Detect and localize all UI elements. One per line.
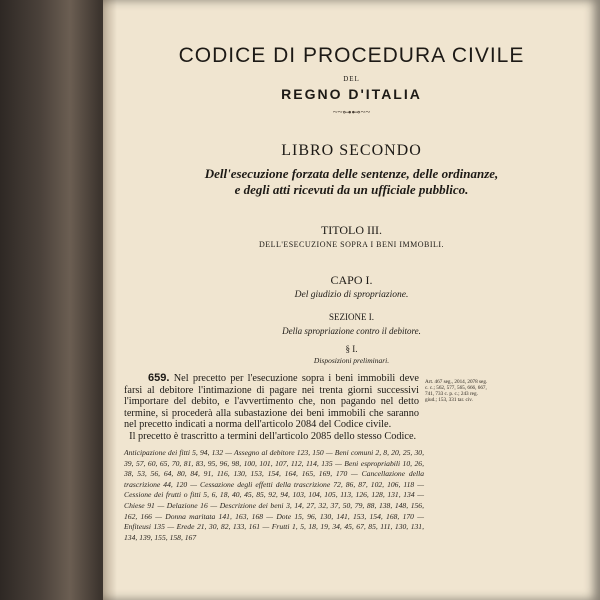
titolo-subtitle: DELL'ESECUZIONE SOPRA I BENI IMMOBILI. bbox=[258, 240, 445, 249]
sezione-heading: SEZIONE I. bbox=[329, 312, 374, 322]
capo-subtitle: Del giudizio di spropriazione. bbox=[294, 290, 409, 300]
article-paragraph bbox=[124, 373, 419, 431]
subject-index: Anticipazione dei fitti 5, 94, 132 — Assegno al debitore 123, 150 — Beni comuni 2, 8, 20, 25, 30, 39, 57, 60, 65, 70, 81, 83, 95, 96, 98, 100, 101, 107, 112, 114, 135 — Beni espropriabili 10, 26, 38, 53, 56, 64, 80, 84, 91, 116, 130, 153, 154, 164, 165, 169, 170 — Cancellazione della trascrizione 44, 120 — Cessazione degli effetti della trascrizione 72, 86, 87, 102, 106, 118 — Cessione dei frutti o fitti 5, 6, 18, 40, 45, 85, 92, 94, 103, 104, 105, 113, 126, 128, 131, 134 — Chiese 91 — Delazione 16 — Descrizione dei beni 3, 14, 27, 32, 37, 50, 79, 88, 138, 148, 156, 162, 166 — Donna maritata 141, 163, 168 — Dote 15, 96, 130, 141, 153, 154, 168, 170 — Enfiteusi 135 — Erede 21, 30, 82, 133, 161 — Frutti 1, 5, 18, 19, 34, 45, 67, 85, 111, 130, 131, 134, 139, 155, 158, 167 bbox=[124, 448, 424, 542]
page-title: CODICE DI PROCEDURA CIVILE bbox=[178, 44, 525, 67]
page-subtitle: REGNO D'ITALIA bbox=[281, 86, 422, 102]
libro-heading: LIBRO SECONDO bbox=[281, 142, 422, 159]
libro-subtitle-line2: e degli atti ricevuti da un ufficiale pubblico. bbox=[234, 182, 469, 197]
paragrafo-heading: § I. bbox=[345, 344, 358, 354]
paragrafo-subtitle: Disposizioni preliminari. bbox=[313, 356, 390, 365]
ornament-divider: ~~⊶⊷~~ bbox=[332, 107, 371, 117]
title-connector: DEL bbox=[343, 75, 360, 83]
capo-heading: CAPO I. bbox=[330, 273, 373, 287]
article-number: 659. bbox=[148, 372, 170, 384]
article-body bbox=[124, 373, 419, 443]
article-text: Nel precetto per l'esecuzione sopra i beni immobili deve farsi al debitore l'intimazione di pagare nei trenta giorni successivi l'importare del debito, e l'avvertimento che, non pagando nel detto termine, si procederà alla subastazione dei beni immobili che saranno nel precetto indicati a norma dell'articolo 2084 del Codice civile. bbox=[124, 373, 419, 431]
margin-note: Art. 467 seg., 2014, 2078 seg. c. c.; 562, 577, 565, 666, 667, 741, 733 c. p. c.; 243 reg. giud.; 153, 331 tar. civ. bbox=[425, 379, 488, 403]
libro-subtitle-line1: Dell'esecuzione forzata delle sentenze, delle ordinanze, bbox=[204, 166, 499, 181]
article-paragraph-2 bbox=[124, 431, 419, 443]
titolo-heading: TITOLO III. bbox=[320, 223, 383, 237]
article-text-2: Il precetto è trascritto a termini dell'articolo 2085 dello stesso Codice. bbox=[129, 430, 417, 442]
sezione-subtitle: Della spropriazione contro il debitore. bbox=[282, 326, 421, 336]
